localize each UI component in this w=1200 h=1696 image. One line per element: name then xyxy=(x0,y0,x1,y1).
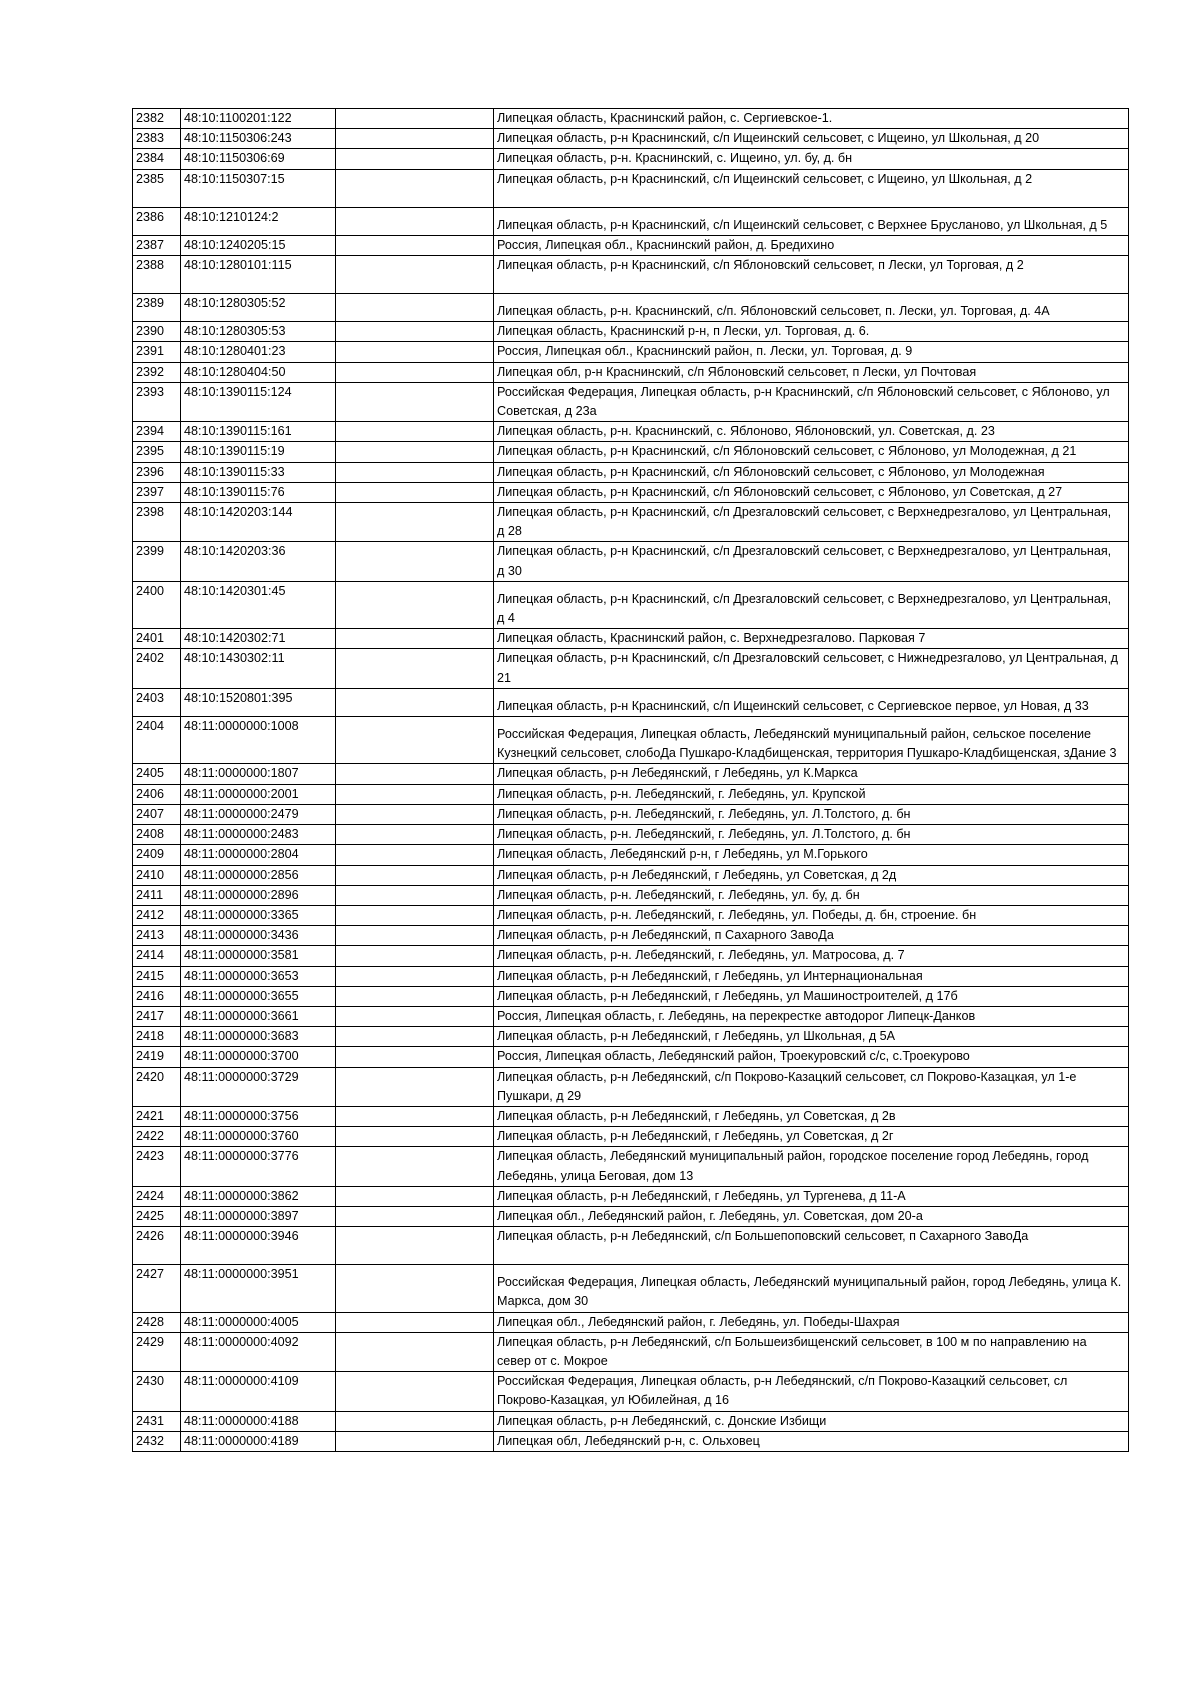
table-row xyxy=(133,1106,1129,1126)
cadastral-number: 48:10:1420302:71 xyxy=(181,629,336,649)
empty-cell xyxy=(336,926,494,946)
row-number: 2401 xyxy=(133,629,181,649)
address: Россия, Липецкая обл., Краснинский район, д. Бредихино xyxy=(494,235,1129,255)
table-row xyxy=(133,1206,1129,1226)
cadastral-number: 48:10:1420203:144 xyxy=(181,503,336,542)
cadastral-number: 48:11:0000000:3653 xyxy=(181,966,336,986)
table-row xyxy=(133,1312,1129,1332)
empty-cell xyxy=(336,169,494,207)
empty-cell xyxy=(336,322,494,342)
address: Липецкая область, р-н Краснинский, с/п Дрезгаловский сельсовет, с Нижнедрезгалово, ул Центральная, д 21 xyxy=(494,649,1129,688)
table-row xyxy=(133,784,1129,804)
cadastral-number: 48:11:0000000:4005 xyxy=(181,1312,336,1332)
address: Липецкая область, р-н. Краснинский, с. Яблоново, Яблоновский, ул. Советская, д. 23 xyxy=(494,422,1129,442)
address: Липецкая область, р-н Краснинский, с/п Яблоновский сельсовет, с Яблоново, ул Молодежная xyxy=(494,462,1129,482)
row-number: 2394 xyxy=(133,422,181,442)
table-row xyxy=(133,109,1129,129)
row-number: 2420 xyxy=(133,1067,181,1106)
cadastral-number: 48:10:1100201:122 xyxy=(181,109,336,129)
row-number: 2412 xyxy=(133,905,181,925)
cadastral-number: 48:11:0000000:3683 xyxy=(181,1027,336,1047)
row-number: 2396 xyxy=(133,462,181,482)
row-number: 2390 xyxy=(133,322,181,342)
address: Липецкая область, р-н Лебедянский, п Сахарного ЗавоДа xyxy=(494,926,1129,946)
empty-cell xyxy=(336,1067,494,1106)
empty-cell xyxy=(336,1206,494,1226)
address: Липецкая область, р-н. Краснинский, с/п. Яблоновский сельсовет, п. Лески, ул. Торговая, д. 4А xyxy=(494,294,1129,322)
cadastral-number: 48:10:1420203:36 xyxy=(181,542,336,581)
address: Липецкая обл., Лебедянский район, г. Лебедянь, ул. Советская, дом 20-а xyxy=(494,1206,1129,1226)
table-row xyxy=(133,1372,1129,1411)
table-row xyxy=(133,442,1129,462)
empty-cell xyxy=(336,542,494,581)
registry-body xyxy=(133,109,1129,1452)
cadastral-number: 48:10:1280101:115 xyxy=(181,256,336,294)
row-number: 2399 xyxy=(133,542,181,581)
row-number: 2423 xyxy=(133,1147,181,1186)
address: Липецкая область, р-н Лебедянский, г Лебедянь, ул Советская, д 2г xyxy=(494,1127,1129,1147)
cadastral-number: 48:11:0000000:3760 xyxy=(181,1127,336,1147)
cadastral-number: 48:10:1390115:124 xyxy=(181,382,336,421)
address: Россия, Липецкая область, Лебедянский район, Троекуровский с/с, с.Троекурово xyxy=(494,1047,1129,1067)
table-row xyxy=(133,129,1129,149)
row-number: 2387 xyxy=(133,235,181,255)
address: Липецкая область, р-н Лебедянский, с/п Покрово-Казацкий сельсовет, сл Покрово-Казацкая, ул 1-е Пушкари, д 29 xyxy=(494,1067,1129,1106)
empty-cell xyxy=(336,717,494,764)
empty-cell xyxy=(336,966,494,986)
cadastral-number: 48:11:0000000:3700 xyxy=(181,1047,336,1067)
cadastral-number: 48:11:0000000:1008 xyxy=(181,717,336,764)
address: Липецкая область, р-н Краснинский, с/п Яблоновский сельсовет, с Яблоново, ул Молодежная, д 21 xyxy=(494,442,1129,462)
cadastral-number: 48:10:1390115:76 xyxy=(181,482,336,502)
cadastral-number: 48:11:0000000:4092 xyxy=(181,1332,336,1371)
cadastral-number: 48:10:1420301:45 xyxy=(181,581,336,628)
table-row xyxy=(133,581,1129,628)
empty-cell xyxy=(336,1147,494,1186)
cadastral-number: 48:10:1430302:11 xyxy=(181,649,336,688)
table-row xyxy=(133,845,1129,865)
address: Липецкая область, р-н Лебедянский, г Лебедянь, ул Советская, д 2д xyxy=(494,865,1129,885)
empty-cell xyxy=(336,581,494,628)
table-row xyxy=(133,322,1129,342)
empty-cell xyxy=(336,845,494,865)
address: Липецкая область, Краснинский р-н, п Лески, ул. Торговая, д. 6. xyxy=(494,322,1129,342)
row-number: 2404 xyxy=(133,717,181,764)
cadastral-number: 48:10:1390115:33 xyxy=(181,462,336,482)
empty-cell xyxy=(336,1006,494,1026)
empty-cell xyxy=(336,256,494,294)
table-row xyxy=(133,649,1129,688)
row-number: 2417 xyxy=(133,1006,181,1026)
row-number: 2422 xyxy=(133,1127,181,1147)
table-row xyxy=(133,1047,1129,1067)
table-row xyxy=(133,362,1129,382)
empty-cell xyxy=(336,382,494,421)
cadastral-number: 48:11:0000000:2856 xyxy=(181,865,336,885)
cadastral-number: 48:11:0000000:4189 xyxy=(181,1431,336,1451)
address: Липецкая область, р-н Краснинский, с/п Ищеинский сельсовет, с Сергиевское первое, ул Новая, д 33 xyxy=(494,688,1129,716)
cadastral-number: 48:10:1240205:15 xyxy=(181,235,336,255)
row-number: 2428 xyxy=(133,1312,181,1332)
empty-cell xyxy=(336,1312,494,1332)
address: Липецкая область, Краснинский район, с. Сергиевское-1. xyxy=(494,109,1129,129)
row-number: 2419 xyxy=(133,1047,181,1067)
empty-cell xyxy=(336,1106,494,1126)
cadastral-number: 48:11:0000000:3862 xyxy=(181,1186,336,1206)
cadastral-number: 48:11:0000000:4109 xyxy=(181,1372,336,1411)
empty-cell xyxy=(336,649,494,688)
address: Липецкая область, р-н Краснинский, с/п Дрезгаловский сельсовет, с Верхнедрезгалово, ул Центральная, д 4 xyxy=(494,581,1129,628)
cadastral-number: 48:10:1390115:161 xyxy=(181,422,336,442)
empty-cell xyxy=(336,946,494,966)
empty-cell xyxy=(336,1127,494,1147)
empty-cell xyxy=(336,1332,494,1371)
table-row xyxy=(133,503,1129,542)
table-row xyxy=(133,1067,1129,1106)
table-row xyxy=(133,1147,1129,1186)
empty-cell xyxy=(336,294,494,322)
address: Липецкая область, р-н Краснинский, с/п Дрезгаловский сельсовет, с Верхнедрезгалово, ул Центральная, д 28 xyxy=(494,503,1129,542)
address: Липецкая область, р-н. Лебедянский, г. Лебедянь, ул. Крупской xyxy=(494,784,1129,804)
row-number: 2400 xyxy=(133,581,181,628)
address: Липецкая область, р-н Краснинский, с/п Яблоновский сельсовет, с Яблоново, ул Советская, д 27 xyxy=(494,482,1129,502)
address: Российская Федерация, Липецкая область, р-н Лебедянский, с/п Покрово-Казацкий сельсовет, сл Покрово-Казацкая, ул Юбилейная, д 16 xyxy=(494,1372,1129,1411)
empty-cell xyxy=(336,235,494,255)
address: Липецкая область, р-н Лебедянский, г Лебедянь, ул Интернациональная xyxy=(494,966,1129,986)
row-number: 2416 xyxy=(133,986,181,1006)
empty-cell xyxy=(336,207,494,235)
address: Липецкая область, Краснинский район, с. Верхнедрезгалово. Парковая 7 xyxy=(494,629,1129,649)
address: Липецкая область, р-н. Лебедянский, г. Лебедянь, ул. бу, д. бн xyxy=(494,885,1129,905)
table-row xyxy=(133,169,1129,207)
table-row xyxy=(133,256,1129,294)
row-number: 2410 xyxy=(133,865,181,885)
row-number: 2421 xyxy=(133,1106,181,1126)
table-row xyxy=(133,825,1129,845)
cadastral-number: 48:11:0000000:3661 xyxy=(181,1006,336,1026)
table-row xyxy=(133,294,1129,322)
row-number: 2432 xyxy=(133,1431,181,1451)
table-row xyxy=(133,462,1129,482)
row-number: 2385 xyxy=(133,169,181,207)
table-row xyxy=(133,629,1129,649)
table-row xyxy=(133,1027,1129,1047)
row-number: 2398 xyxy=(133,503,181,542)
table-row xyxy=(133,1411,1129,1431)
table-row xyxy=(133,1186,1129,1206)
empty-cell xyxy=(336,825,494,845)
cadastral-number: 48:11:0000000:1807 xyxy=(181,764,336,784)
cadastral-number: 48:11:0000000:3776 xyxy=(181,1147,336,1186)
empty-cell xyxy=(336,764,494,784)
row-number: 2424 xyxy=(133,1186,181,1206)
cadastral-number: 48:11:0000000:3581 xyxy=(181,946,336,966)
empty-cell xyxy=(336,503,494,542)
address: Липецкая область, р-н Лебедянский, г Лебедянь, ул Школьная, д 5А xyxy=(494,1027,1129,1047)
empty-cell xyxy=(336,442,494,462)
address: Липецкая область, р-н Краснинский, с/п Дрезгаловский сельсовет, с Верхнедрезгалово, ул Центральная, д 30 xyxy=(494,542,1129,581)
table-row xyxy=(133,1332,1129,1371)
table-row xyxy=(133,1227,1129,1265)
address: Липецкая область, р-н. Краснинский, с. Ищеино, ул. бу, д. бн xyxy=(494,149,1129,169)
address: Липецкая область, р-н Лебедянский, с. Донские Избищи xyxy=(494,1411,1129,1431)
row-number: 2392 xyxy=(133,362,181,382)
address: Липецкая область, р-н Краснинский, с/п Яблоновский сельсовет, п Лески, ул Торговая, д 2 xyxy=(494,256,1129,294)
cadastral-number: 48:10:1210124:2 xyxy=(181,207,336,235)
empty-cell xyxy=(336,784,494,804)
cadastral-number: 48:10:1150306:243 xyxy=(181,129,336,149)
empty-cell xyxy=(336,149,494,169)
address: Липецкая обл., Лебедянский район, г. Лебедянь, ул. Победы-Шахрая xyxy=(494,1312,1129,1332)
table-row xyxy=(133,688,1129,716)
row-number: 2429 xyxy=(133,1332,181,1371)
table-row xyxy=(133,235,1129,255)
row-number: 2391 xyxy=(133,342,181,362)
row-number: 2397 xyxy=(133,482,181,502)
table-row xyxy=(133,1265,1129,1312)
address: Российская Федерация, Липецкая область, р-н Краснинский, с/п Яблоновский сельсовет, с Яблоново, ул Советская, д 23а xyxy=(494,382,1129,421)
cadastral-number: 48:10:1520801:395 xyxy=(181,688,336,716)
table-row xyxy=(133,382,1129,421)
row-number: 2411 xyxy=(133,885,181,905)
empty-cell xyxy=(336,342,494,362)
row-number: 2425 xyxy=(133,1206,181,1226)
empty-cell xyxy=(336,1186,494,1206)
row-number: 2414 xyxy=(133,946,181,966)
row-number: 2430 xyxy=(133,1372,181,1411)
row-number: 2403 xyxy=(133,688,181,716)
empty-cell xyxy=(336,629,494,649)
table-row xyxy=(133,1006,1129,1026)
address: Липецкая обл, Лебедянский р-н, с. Ольховец xyxy=(494,1431,1129,1451)
cadastral-number: 48:11:0000000:3756 xyxy=(181,1106,336,1126)
empty-cell xyxy=(336,688,494,716)
address: Липецкая область, р-н Краснинский, с/п Ищеинский сельсовет, с Верхнее Брусланово, ул Школьная, д 5 xyxy=(494,207,1129,235)
address: Липецкая область, р-н Лебедянский, г Лебедянь, ул Машиностроителей, д 17б xyxy=(494,986,1129,1006)
cadastral-number: 48:11:0000000:4188 xyxy=(181,1411,336,1431)
table-row xyxy=(133,946,1129,966)
empty-cell xyxy=(336,1047,494,1067)
address: Российская Федерация, Липецкая область, Лебедянский муниципальный район, город Лебедянь, улица К. Маркса, дом 30 xyxy=(494,1265,1129,1312)
empty-cell xyxy=(336,1372,494,1411)
address: Липецкая область, р-н. Лебедянский, г. Лебедянь, ул. Л.Толстого, д. бн xyxy=(494,825,1129,845)
empty-cell xyxy=(336,362,494,382)
row-number: 2413 xyxy=(133,926,181,946)
empty-cell xyxy=(336,1411,494,1431)
cadastral-number: 48:11:0000000:2896 xyxy=(181,885,336,905)
table-row xyxy=(133,865,1129,885)
table-row xyxy=(133,1431,1129,1451)
table-row xyxy=(133,966,1129,986)
empty-cell xyxy=(336,422,494,442)
empty-cell xyxy=(336,129,494,149)
table-row xyxy=(133,149,1129,169)
row-number: 2388 xyxy=(133,256,181,294)
cadastral-number: 48:10:1280401:23 xyxy=(181,342,336,362)
row-number: 2426 xyxy=(133,1227,181,1265)
address: Липецкая область, р-н Краснинский, с/п Ищеинский сельсовет, с Ищеино, ул Школьная, д 20 xyxy=(494,129,1129,149)
cadastral-number: 48:11:0000000:2001 xyxy=(181,784,336,804)
table-row xyxy=(133,542,1129,581)
empty-cell xyxy=(336,986,494,1006)
row-number: 2407 xyxy=(133,804,181,824)
empty-cell xyxy=(336,1227,494,1265)
cadastral-number: 48:11:0000000:2804 xyxy=(181,845,336,865)
table-row xyxy=(133,482,1129,502)
cadastral-number: 48:10:1150307:15 xyxy=(181,169,336,207)
table-row xyxy=(133,207,1129,235)
row-number: 2384 xyxy=(133,149,181,169)
cadastral-number: 48:11:0000000:3897 xyxy=(181,1206,336,1226)
address: Липецкая область, р-н Краснинский, с/п Ищеинский сельсовет, с Ищеино, ул Школьная, д 2 xyxy=(494,169,1129,207)
cadastral-number: 48:11:0000000:2479 xyxy=(181,804,336,824)
table-row xyxy=(133,717,1129,764)
table-row xyxy=(133,422,1129,442)
table-row xyxy=(133,1127,1129,1147)
address: Липецкая область, Лебедянский муниципальный район, городское поселение город Лебедянь, город Лебедянь, улица Беговая, дом 13 xyxy=(494,1147,1129,1186)
address: Липецкая область, Лебедянский р-н, г Лебедянь, ул М.Горького xyxy=(494,845,1129,865)
empty-cell xyxy=(336,462,494,482)
address: Липецкая область, р-н Лебедянский, г Лебедянь, ул К.Маркса xyxy=(494,764,1129,784)
row-number: 2389 xyxy=(133,294,181,322)
address: Липецкая область, р-н Лебедянский, с/п Большеизбищенский сельсовет, в 100 м по направлению на север от с. Мокрое xyxy=(494,1332,1129,1371)
row-number: 2427 xyxy=(133,1265,181,1312)
address: Липецкая область, р-н. Лебедянский, г. Лебедянь, ул. Л.Толстого, д. бн xyxy=(494,804,1129,824)
cadastral-number: 48:11:0000000:2483 xyxy=(181,825,336,845)
address: Липецкая область, р-н Лебедянский, г Лебедянь, ул Тургенева, д 11-А xyxy=(494,1186,1129,1206)
row-number: 2409 xyxy=(133,845,181,865)
row-number: 2406 xyxy=(133,784,181,804)
cadastral-number: 48:11:0000000:3946 xyxy=(181,1227,336,1265)
table-row xyxy=(133,986,1129,1006)
cadastral-number: 48:10:1150306:69 xyxy=(181,149,336,169)
empty-cell xyxy=(336,885,494,905)
table-row xyxy=(133,764,1129,784)
address: Липецкая область, р-н. Лебедянский, г. Лебедянь, ул. Матросова, д. 7 xyxy=(494,946,1129,966)
cadastral-number: 48:11:0000000:3951 xyxy=(181,1265,336,1312)
cadastral-number: 48:11:0000000:3436 xyxy=(181,926,336,946)
empty-cell xyxy=(336,865,494,885)
cadastral-number: 48:10:1280305:53 xyxy=(181,322,336,342)
cadastral-number: 48:10:1280404:50 xyxy=(181,362,336,382)
row-number: 2395 xyxy=(133,442,181,462)
table-row xyxy=(133,905,1129,925)
row-number: 2402 xyxy=(133,649,181,688)
row-number: 2393 xyxy=(133,382,181,421)
table-row xyxy=(133,342,1129,362)
row-number: 2382 xyxy=(133,109,181,129)
empty-cell xyxy=(336,804,494,824)
empty-cell xyxy=(336,1431,494,1451)
table-row xyxy=(133,885,1129,905)
address: Российская Федерация, Липецкая область, Лебедянский муниципальный район, сельское поселение Кузнецкий сельсовет, слобоДа Пушкаро-Кладбищенская, территория Пушкаро-Кладбищенская, зДание 3 xyxy=(494,717,1129,764)
cadastral-number: 48:11:0000000:3365 xyxy=(181,905,336,925)
row-number: 2408 xyxy=(133,825,181,845)
row-number: 2431 xyxy=(133,1411,181,1431)
empty-cell xyxy=(336,905,494,925)
row-number: 2415 xyxy=(133,966,181,986)
cadastral-number: 48:10:1390115:19 xyxy=(181,442,336,462)
row-number: 2418 xyxy=(133,1027,181,1047)
address: Россия, Липецкая область, г. Лебедянь, на перекрестке автодорог Липецк-Данков xyxy=(494,1006,1129,1026)
address: Россия, Липецкая обл., Краснинский район, п. Лески, ул. Торговая, д. 9 xyxy=(494,342,1129,362)
empty-cell xyxy=(336,1265,494,1312)
cadastral-number: 48:10:1280305:52 xyxy=(181,294,336,322)
empty-cell xyxy=(336,1027,494,1047)
table-row xyxy=(133,804,1129,824)
empty-cell xyxy=(336,482,494,502)
cadastral-number: 48:11:0000000:3655 xyxy=(181,986,336,1006)
address: Липецкая область, р-н. Лебедянский, г. Лебедянь, ул. Победы, д. бн, строение. бн xyxy=(494,905,1129,925)
row-number: 2383 xyxy=(133,129,181,149)
registry-table xyxy=(132,108,1129,1452)
address: Липецкая область, р-н Лебедянский, с/п Большепоповский сельсовет, п Сахарного ЗавоДа xyxy=(494,1227,1129,1265)
row-number: 2405 xyxy=(133,764,181,784)
address: Липецкая область, р-н Лебедянский, г Лебедянь, ул Советская, д 2в xyxy=(494,1106,1129,1126)
table-row xyxy=(133,926,1129,946)
address: Липецкая обл, р-н Краснинский, с/п Яблоновский сельсовет, п Лески, ул Почтовая xyxy=(494,362,1129,382)
cadastral-number: 48:11:0000000:3729 xyxy=(181,1067,336,1106)
row-number: 2386 xyxy=(133,207,181,235)
empty-cell xyxy=(336,109,494,129)
